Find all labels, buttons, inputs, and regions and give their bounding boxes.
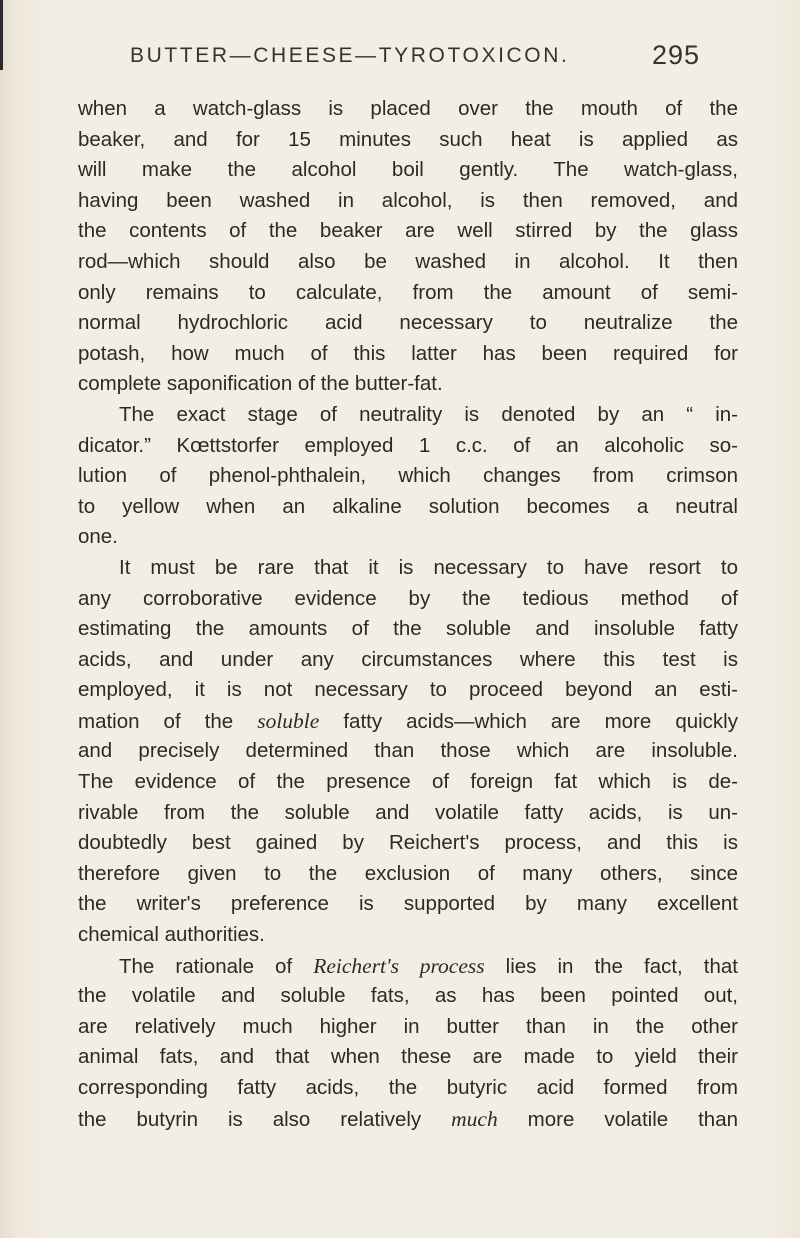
text-line: chemical authorities. bbox=[78, 923, 265, 947]
text-run: mation of the bbox=[78, 709, 234, 733]
page-number: 295 bbox=[652, 40, 701, 70]
text-line: complete saponification of the butter-fat. bbox=[78, 372, 443, 396]
text-line: rivable from the soluble and volatile fatty acids, is un- bbox=[78, 800, 738, 824]
text-line: It must be rare that it is necessary to have resort to bbox=[119, 555, 738, 579]
text-line: only remains to calculate, from the amount of semi- bbox=[78, 280, 738, 304]
text-line: employed, it is not necessary to proceed beyond an esti- bbox=[78, 678, 738, 702]
italic-run: much bbox=[451, 1106, 498, 1131]
text-run: fatty acids—which are more quickly bbox=[343, 709, 738, 733]
text-line: estimating the amounts of the soluble and insoluble fatty bbox=[78, 617, 738, 641]
text-line: dicator.” Kœttstorfer employed 1 c.c. of an alcoholic so- bbox=[78, 433, 738, 457]
text-line: rod—which should also be washed in alcohol. It then bbox=[78, 249, 738, 273]
text-line: The evidence of the presence of foreign fat which is de- bbox=[78, 770, 738, 794]
italic-run: soluble bbox=[257, 708, 320, 733]
text-line: potash, how much of this latter has been required for bbox=[78, 341, 738, 365]
text-run: lies in the fact, that bbox=[505, 954, 738, 978]
text-run: more volatile than bbox=[527, 1107, 738, 1131]
text-run: The rationale of bbox=[119, 954, 293, 978]
text-line: beaker, and for 15 minutes such heat is applied as bbox=[78, 127, 738, 151]
text-line: therefore given to the exclusion of many others, since bbox=[78, 861, 738, 885]
text-line: and precisely determined than those which are insoluble. bbox=[78, 739, 738, 763]
text-line: doubtedly best gained by Reichert's process, and this is bbox=[78, 831, 738, 855]
text-line: when a watch-glass is placed over the mouth of the bbox=[78, 97, 738, 120]
text-line: any corroborative evidence by the tedious method of bbox=[78, 586, 738, 610]
text-line: corresponding fatty acids, the butyric acid formed from bbox=[78, 1076, 738, 1099]
page-gutter-shadow bbox=[0, 0, 3, 70]
text-line: animal fats, and that when these are made to yield their bbox=[78, 1045, 738, 1069]
text-line: one. bbox=[78, 525, 118, 549]
text-line: normal hydrochloric acid necessary to neutralize the bbox=[78, 311, 738, 335]
text-line: The exact stage of neutrality is denoted by an “ in- bbox=[119, 402, 738, 426]
text-line: to yellow when an alkaline solution becomes a neutral bbox=[78, 494, 738, 518]
text-run: the butyrin is also relatively bbox=[78, 1107, 422, 1131]
text-line: are relatively much higher in butter than in the other bbox=[78, 1014, 738, 1038]
text-line: lution of phenol-phthalein, which changes from crimson bbox=[78, 464, 738, 488]
text-line bbox=[78, 951, 738, 982]
running-head: BUTTER—CHEESE—TYROTOXICON. bbox=[130, 44, 570, 67]
text-line bbox=[78, 706, 738, 737]
italic-run: Reichert's process bbox=[313, 953, 485, 978]
text-line: the volatile and soluble fats, as has been pointed out, bbox=[78, 984, 738, 1008]
text-line: the writer's preference is supported by many excellent bbox=[78, 892, 738, 916]
body-text bbox=[78, 94, 738, 1134]
text-line: will make the alcohol boil gently. The watch-glass, bbox=[78, 158, 738, 182]
text-line: the contents of the beaker are well stirred by the glass bbox=[78, 219, 738, 243]
text-line: acids, and under any circumstances where this test is bbox=[78, 647, 738, 671]
text-line bbox=[78, 1104, 738, 1135]
text-line: having been washed in alcohol, is then removed, and bbox=[78, 188, 738, 212]
